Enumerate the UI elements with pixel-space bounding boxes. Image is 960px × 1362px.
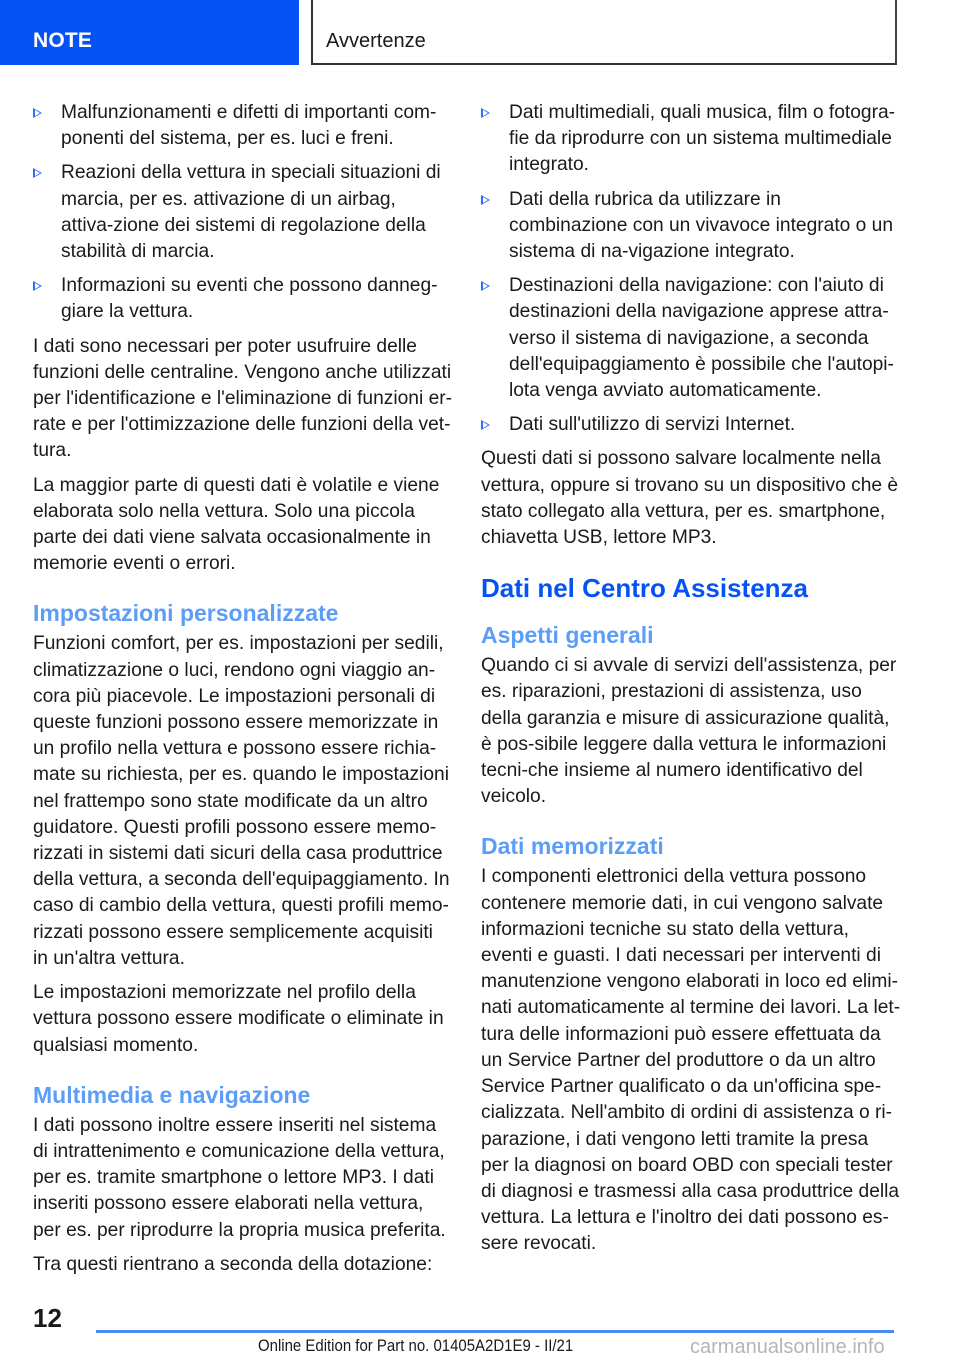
chapter-title: Avvertenze: [326, 30, 426, 52]
list-item: [481, 273, 901, 404]
section-tab: [0, 0, 299, 65]
paragraph: Questi dati si possono salvare localmente nella vettura, oppure si trovano su un dispositivo che è stato collegato alla vettura, per es. smartphone, chiavetta USB, lettore MP3.: [481, 448, 899, 549]
paragraph: Le impostazioni memorizzate nel profilo della vettura possono essere modificate o eliminate in qualsiasi momento.: [33, 982, 444, 1056]
right-column: [481, 100, 901, 1266]
section-heading-multimedia: Multimedia e navigazione: [33, 1081, 311, 1108]
paragraph: I componenti elettronici della vettura possono contenere memorie dati, in cui vengono salvate informazioni tecniche su stato della vettura, eventi e guasti. I dati necessari per interventi di manutenzione vengono elaborati in loco ed elimi-nati automaticamente al termine dei lavori. La let-tura delle informazioni può essere effettuata da un Service Partner del produttore o da un altro Service Partner qualificato o da un'officina spe-cializzata. Nell'ambito di ordini di assistenza o ri-parazione, i dati vengono letti tramite la presa per la diagnosi on board OBD con speciali tester di diagnosi e trasmessi alla casa produttrice della vettura. La lettura e l'inoltro dei dati possono es-sere revocati.: [481, 866, 901, 1255]
triangle-bullet-icon: [33, 108, 42, 118]
list-item: [33, 100, 453, 152]
list-item-text: Informazioni su eventi che possono danneg-giare la vettura.: [61, 275, 438, 323]
list-item: [481, 100, 901, 179]
left-column: [33, 100, 453, 1286]
triangle-bullet-icon: [481, 195, 490, 205]
page-number: 12: [33, 1303, 62, 1333]
list-item-text: Dati sull'utilizzo di servizi Internet.: [509, 414, 796, 436]
section-heading-stored: Dati memorizzati: [481, 833, 664, 860]
chapter-header: [311, 0, 897, 65]
footer-divider: [96, 1330, 894, 1333]
section-label: NOTE: [33, 29, 93, 52]
paragraph: La maggior parte di questi dati è volatile e viene elaborata solo nella vettura. Solo una piccola parte dei dati viene salvata occasionalmente in memorie eventi o errori.: [33, 474, 440, 575]
triangle-bullet-icon: [33, 281, 42, 291]
triangle-bullet-icon: [33, 168, 42, 178]
list-item-text: Reazioni della vettura in speciali situazioni di marcia, per es. attivazione di un airbag, attiva-zione dei sistemi di regolazione della stabilità di marcia.: [61, 162, 441, 263]
main-heading: Dati nel Centro Assistenza: [481, 573, 809, 604]
section-heading-personal: Impostazioni personalizzate: [33, 600, 339, 627]
list-item-text: Malfunzionamenti e difetti di importanti com-ponenti del sistema, per es. luci e freni.: [61, 102, 437, 150]
list-item: [481, 187, 901, 266]
paragraph: Funzioni comfort, per es. impostazioni per sedili, climatizzazione o luci, rendono ogni viaggio an-cora più piacevole. Le impostazioni personali di queste funzioni possono essere memorizzate in un profilo nella vettura e possono essere richia-mate su richiesta, per es. quando le impostazioni nel frattempo sono state modificate da un altro guidatore. Questi profili possono essere memo-rizzati in sistemi dati sicuri della casa produttrice della vettura, a seconda dell'equipaggiamento. In caso di cambio della vettura, questi profili memo-rizzati possono essere semplicemente acquisiti in un'altra vettura.: [33, 633, 450, 969]
list-item: [481, 412, 901, 438]
paragraph: I dati sono necessari per poter usufruire delle funzioni delle centraline. Vengono anche utilizzati per l'identificazione e l'eliminazione di funzioni er-rate e per l'ottimizzazione delle funzioni della vet-tura.: [33, 335, 453, 462]
list-item-text: Dati della rubrica da utilizzare in combinazione con un vivavoce integrato o un sistema di na-vigazione integrato.: [509, 188, 893, 263]
paragraph: I dati possono inoltre essere inseriti nel sistema di intrattenimento e comunicazione della vettura, per es. tramite smartphone o lettore MP3. I dati inseriti possono essere elaborati nella vettura, per es. per riprodurre la propria musica preferita.: [33, 1114, 446, 1241]
watermark: carmanualsonline.info: [690, 1336, 885, 1358]
section-heading-general: Aspetti generali: [481, 622, 654, 649]
paragraph: Quando ci si avvale di servizi dell'assistenza, per es. riparazioni, prestazioni di assistenza, uso della garanzia e misure di assicurazione qualità, è pos-sibile leggere dalla vettura le informazioni tecni-che insieme al numero identificativo del veicolo.: [481, 655, 897, 808]
paragraph: Tra questi rientrano a seconda della dotazione:: [33, 1253, 433, 1275]
triangle-bullet-icon: [481, 108, 490, 118]
list-item-text: Destinazioni della navigazione: con l'aiuto di destinazioni della navigazione apprese attra-verso il sistema di navigazione, a seconda dell'equipaggiamento è possibile che l'autopi-lota venga avviato automaticamente.: [509, 275, 894, 402]
triangle-bullet-icon: [481, 420, 490, 430]
triangle-bullet-icon: [481, 281, 490, 291]
edition-text: Online Edition for Part no. 01405A2D1E9 - II/21: [258, 1336, 574, 1355]
list-item: [33, 273, 453, 325]
list-item: [33, 160, 453, 265]
list-item-text: Dati multimediali, quali musica, film o fotogra-fie da riprodurre con un sistema multimediale integrato.: [509, 102, 896, 176]
